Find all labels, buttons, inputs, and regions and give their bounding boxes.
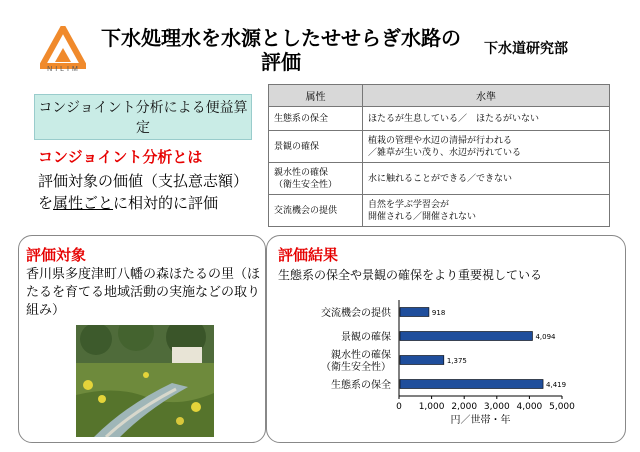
attribute-table [268, 84, 610, 227]
conjoint-title-box: コンジョイント分析による便益算定 [34, 94, 252, 140]
category-label: 生態系の保全 [331, 380, 391, 391]
bar [400, 380, 543, 389]
evaluation-target-heading: 評価対象 [26, 246, 87, 264]
bar-value-label: 4,419 [546, 381, 567, 389]
firefly-village-photo [76, 325, 214, 437]
logo-text: NILIM [47, 66, 81, 73]
bar [400, 332, 532, 341]
bar-value-label: 1,375 [446, 357, 467, 365]
conjoint-line-2-pre: を [38, 194, 54, 212]
bar [400, 356, 444, 365]
category-label: （衛生安全性） [321, 362, 391, 373]
x-tick-label: 0 [396, 402, 402, 412]
attribute-cell: 親水性の確保 （衛生安全性） [269, 163, 363, 195]
x-tick-label: 4,000 [516, 402, 543, 412]
category-label: 親水性の確保 [331, 350, 391, 361]
table-row [269, 195, 610, 227]
conjoint-line-1: 評価対象の価値（支払意志額） [38, 172, 249, 190]
wtp-bar-chart [268, 296, 624, 436]
attribute-cell: 生態系の保全 [269, 107, 363, 131]
conjoint-line-2 [38, 192, 218, 213]
x-tick-label: 5,000 [549, 402, 575, 412]
x-tick-label: 1,000 [418, 402, 445, 412]
levels-cell: ほたるが生息している／ ほたるがいない [363, 107, 610, 131]
bar-value-label: 918 [431, 309, 446, 317]
conjoint-line-2-post: に相対的に評価 [113, 194, 219, 212]
category-label: 景観の確保 [341, 332, 391, 343]
table-header-levels: 水準 [363, 85, 610, 107]
attribute-cell: 交流機会の提供 [269, 195, 363, 227]
bar-value-label: 4,094 [535, 333, 556, 341]
category-label: 交流機会の提供 [321, 308, 391, 319]
x-axis-label: 円／世帯・年 [450, 415, 511, 426]
evaluation-target-body: 香川県多度津町八幡の森ほたるの里（ほたるを育てる地域活動の実施などの取り組み） [26, 267, 261, 318]
levels-cell: 自然を学ぶ学習会が 開催される／開催されない [363, 195, 610, 227]
x-tick-label: 2,000 [451, 402, 478, 412]
conjoint-line-2-underlined: 属性ごと [53, 194, 114, 212]
attribute-cell: 景観の確保 [269, 131, 363, 163]
evaluation-result-heading: 評価結果 [278, 246, 339, 264]
x-tick-label: 3,000 [483, 402, 510, 412]
page-title: 下水処理水を水源としたせせらぎ水路の評価 [101, 26, 461, 74]
levels-cell: 水に触れることができる／できない [363, 163, 610, 195]
table-row [269, 163, 610, 195]
conjoint-heading: コンジョイント分析とは [38, 148, 203, 166]
bar [400, 308, 429, 317]
evaluation-result-subtitle: 生態系の保全や景観の確保をより重要視している [278, 268, 543, 282]
table-row [269, 131, 610, 163]
table-row [269, 107, 610, 131]
table-header-attribute: 属性 [269, 85, 363, 107]
levels-cell: 植栽の管理や水辺の清掃が行われる ／雑草が生い茂り、水辺が汚れている [363, 131, 610, 163]
organization-name: 下水道研究部 [484, 41, 568, 57]
